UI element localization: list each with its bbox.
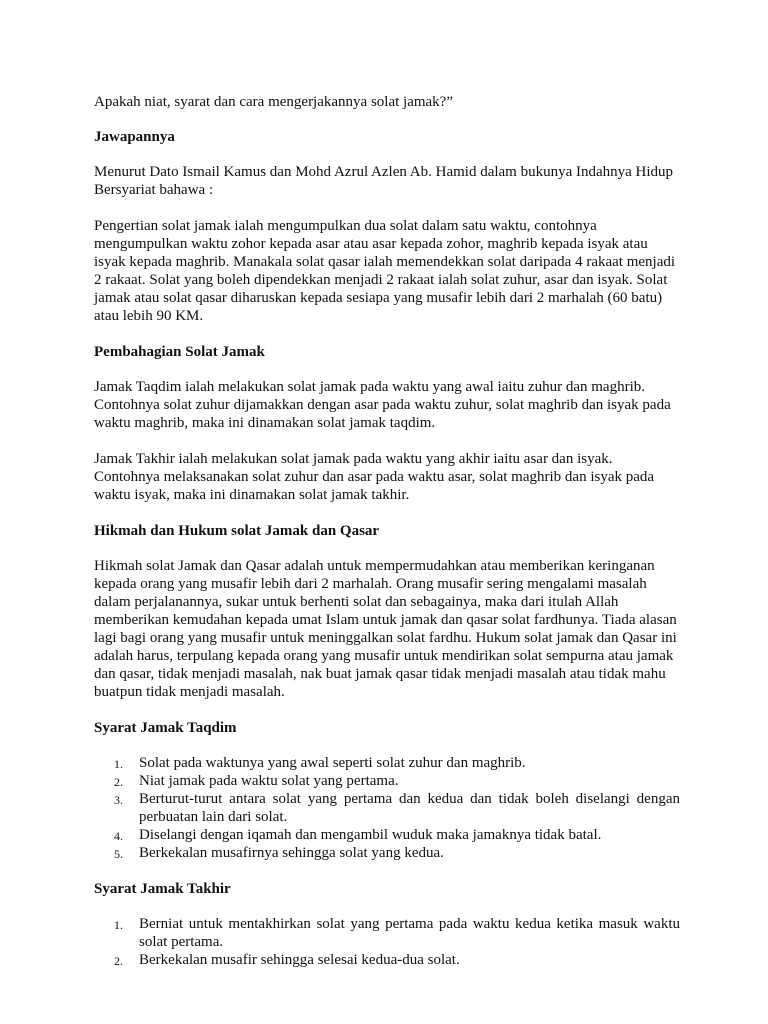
syarat-takhir-list bbox=[94, 915, 680, 969]
list-number: 1. bbox=[114, 918, 123, 932]
list-number: 3. bbox=[114, 793, 123, 807]
syarat-taqdim-heading: Syarat Jamak Taqdim bbox=[94, 720, 237, 736]
syarat-taqdim-list bbox=[94, 754, 680, 862]
document-body bbox=[94, 93, 680, 987]
list-item bbox=[94, 826, 680, 844]
list-item-text: Berkekalan musafirnya sehingga solat yang kedua. bbox=[139, 845, 444, 861]
question-line: Apakah niat, syarat dan cara mengerjakannya solat jamak?” bbox=[94, 94, 453, 110]
list-item-text: Berturut-turut antara solat yang pertama dan kedua dan tidak boleh diselangi dengan perbuatan lain dari solat. bbox=[139, 791, 680, 825]
list-number: 5. bbox=[114, 847, 123, 861]
list-item bbox=[94, 772, 680, 790]
list-number: 1. bbox=[114, 757, 123, 771]
jamak-taqdim-paragraph: Jamak Taqdim ialah melakukan solat jamak pada waktu yang awal iaitu zuhur dan maghrib. Contohnya solat zuhur dijamakkan dengan asar pada waktu zuhur, solat maghrib dan isyak pada waktu maghrib, maka ini dinamakan solat jamak taqdim. bbox=[94, 379, 671, 431]
division-heading: Pembahagian Solat Jamak bbox=[94, 344, 265, 360]
list-item bbox=[94, 754, 680, 772]
list-item bbox=[94, 915, 680, 951]
list-item bbox=[94, 790, 680, 826]
list-item-text: Solat pada waktunya yang awal seperti solat zuhur dan maghrib. bbox=[139, 755, 526, 771]
list-number: 4. bbox=[114, 829, 123, 843]
list-item bbox=[94, 844, 680, 862]
list-number: 2. bbox=[114, 775, 123, 789]
definition-paragraph: Pengertian solat jamak ialah mengumpulkan dua solat dalam satu waktu, contohnya mengumpulkan waktu zohor kepada asar atau asar kepada zohor, maghrib kepada isyak atau isyak kepada maghrib. Manakala solat qasar ialah memendekkan solat daripada 4 rakaat menjadi 2 rakaat. Solat yang boleh dipendekkan menjadi 2 rakaat ialah solat zuhur, asar dan isyak. Solat jamak atau solat qasar diharuskan kepada sesiapa yang musafir lebih dari 2 marhalah (60 batu) atau lebih 90 KM. bbox=[94, 218, 676, 324]
list-number: 2. bbox=[114, 954, 123, 968]
answer-heading: Jawapannya bbox=[94, 129, 175, 145]
syarat-takhir-heading: Syarat Jamak Takhir bbox=[94, 881, 231, 897]
hikmah-paragraph: Hikmah solat Jamak dan Qasar adalah untuk mempermudahkan atau memberikan keringanan kepada orang yang musafir lebih dari 2 marhalah. Orang musafir sering mengalami masalah dalam perjalanannya, sukar untuk berhenti solat dan sebagainya, maka dari itulah Allah memberikan kemudahan kepada umat Islam untuk jamak dan qasar solat fardhunya. Tiada alasan lagi bagi orang yang musafir untuk meninggalkan solat fardhu. Hukum solat jamak dan Qasar ini adalah harus, terpulang kepada orang yang musafir untuk mendirikan solat sempurna atau jamak dan qasar, tidak menjadi masalah, nak buat jamak qasar tidak menjadi masalah atau tidak mahu buatpun tidak menjadi masalah. bbox=[94, 558, 677, 700]
list-item-text: Berniat untuk mentakhirkan solat yang pertama pada waktu kedua ketika masuk waktu solat pertama. bbox=[139, 916, 680, 950]
list-item-text: Diselangi dengan iqamah dan mengambil wuduk maka jamaknya tidak batal. bbox=[139, 827, 602, 843]
hikmah-heading: Hikmah dan Hukum solat Jamak dan Qasar bbox=[94, 523, 380, 539]
jamak-takhir-paragraph: Jamak Takhir ialah melakukan solat jamak pada waktu yang akhir iaitu asar dan isyak. Contohnya melaksanakan solat zuhur dan asar pada waktu asar, solat maghrib dan isyak pada waktu isyak, maka ini dinamakan solat jamak takhir. bbox=[94, 451, 655, 503]
list-item bbox=[94, 951, 680, 969]
list-item-text: Niat jamak pada waktu solat yang pertama. bbox=[139, 773, 399, 789]
list-item-text: Berkekalan musafir sehingga selesai kedua-dua solat. bbox=[139, 952, 460, 968]
intro-paragraph: Menurut Dato Ismail Kamus dan Mohd Azrul Azlen Ab. Hamid dalam bukunya Indahnya Hidup Bersyariat bahawa : bbox=[94, 164, 674, 198]
